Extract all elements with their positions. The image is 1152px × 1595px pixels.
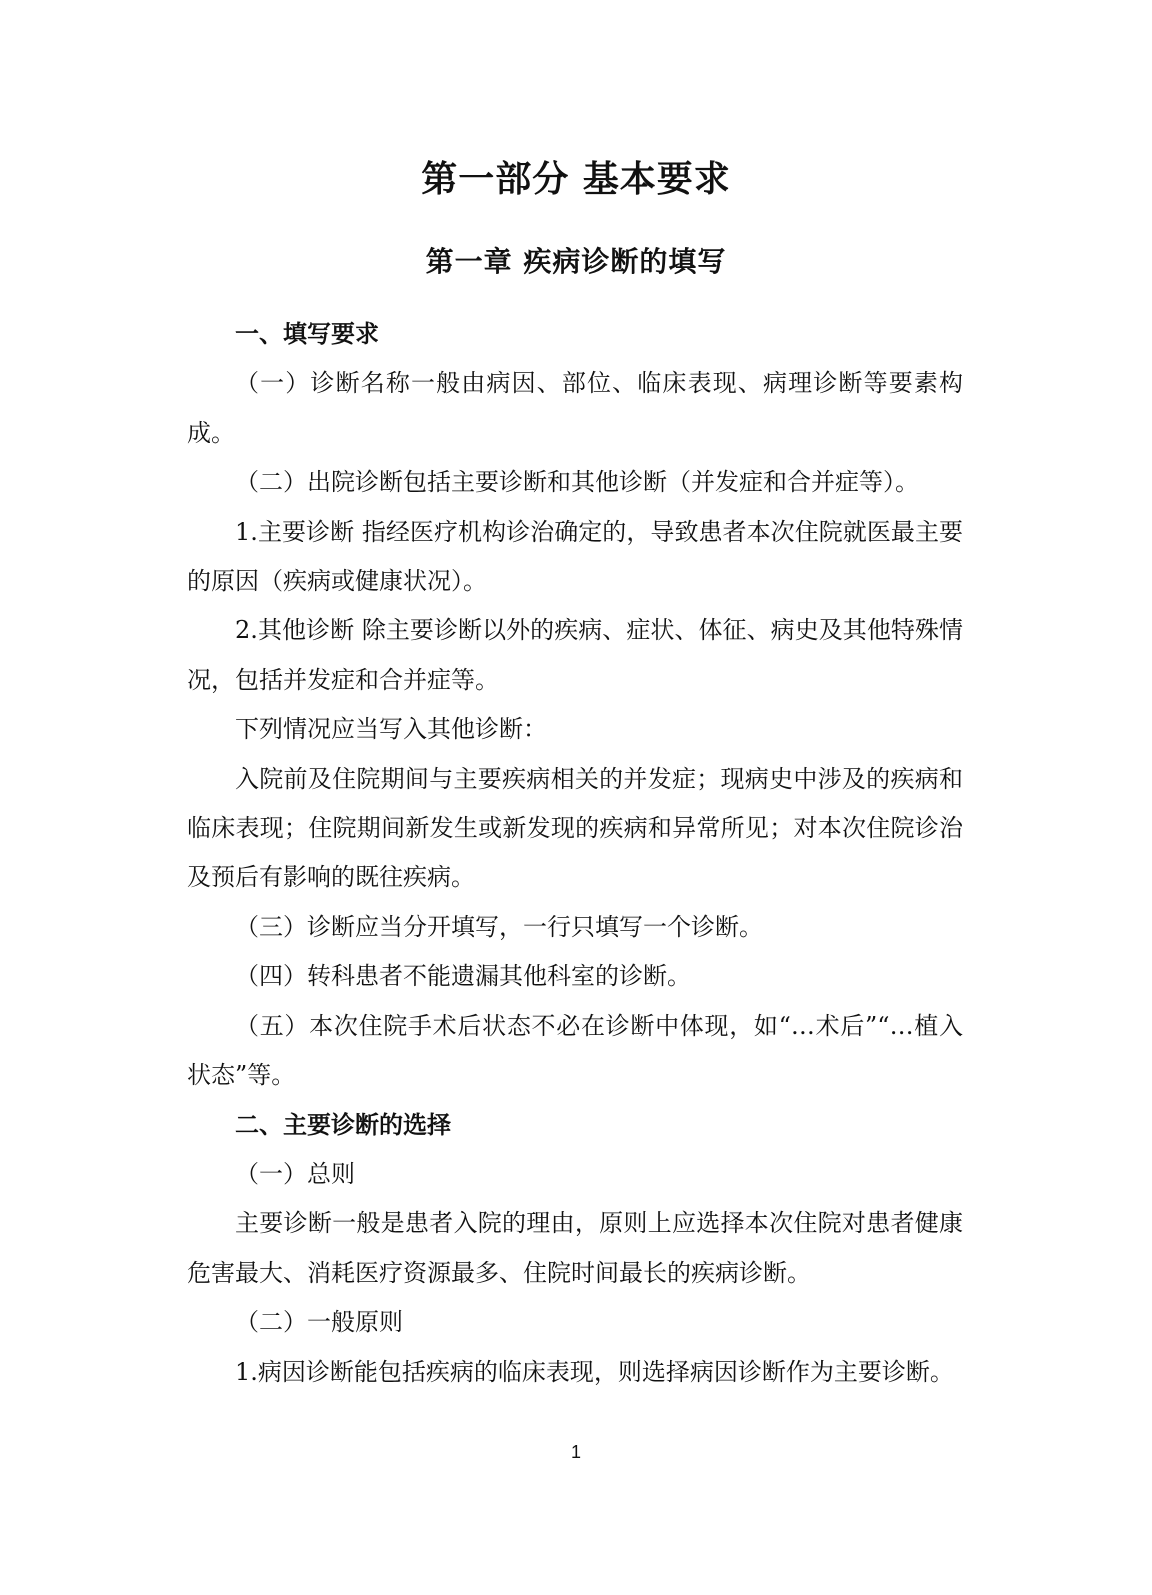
paragraph: （五）本次住院手术后状态不必在诊断中体现，如“…术后”“…植入状态”等。 — [187, 1011, 963, 1090]
section-heading: 一、填写要求 — [235, 320, 379, 348]
paragraph: 主要诊断一般是患者入院的理由，原则上应选择本次住院对患者健康危害最大、消耗医疗资源最多、住院时间最长的疾病诊断。 — [187, 1209, 963, 1287]
paragraph: （一）总则 — [235, 1159, 355, 1188]
paragraph: （四）转科患者不能遗漏其他科室的诊断。 — [235, 962, 691, 991]
paragraph: 2.其他诊断 除主要诊断以外的疾病、症状、体征、病史及其他特殊情况，包括并发症和合并症等。 — [187, 616, 963, 694]
paragraph: （二）一般原则 — [235, 1308, 403, 1337]
paragraph: （三）诊断应当分开填写，一行只填写一个诊断。 — [235, 912, 763, 941]
paragraph: 入院前及住院期间与主要疾病相关的并发症；现病史中涉及的疾病和临床表现；住院期间新发生或新发现的疾病和异常所见；对本次住院诊治及预后有影响的既往疾病。 — [187, 764, 963, 892]
paragraph: 1.病因诊断能包括疾病的临床表现，则选择病因诊断作为主要诊断。 — [235, 1357, 954, 1386]
paragraph: 下列情况应当写入其他诊断： — [235, 715, 547, 744]
paragraph: 1.主要诊断 指经医疗机构诊治确定的，导致患者本次住院就医最主要的原因（疾病或健康状况）。 — [187, 517, 963, 596]
section-heading: 二、主要诊断的选择 — [235, 1110, 451, 1139]
document-body — [187, 310, 963, 1397]
part-title: 第一部分 基本要求 — [421, 159, 731, 200]
paragraph: （二）出院诊断包括主要诊断和其他诊断（并发症和合并症等）。 — [235, 468, 919, 497]
page-number: 1 — [570, 1442, 581, 1462]
paragraph: （一）诊断名称一般由病因、部位、临床表现、病理诊断等要素构成。 — [187, 369, 963, 447]
chapter-title: 第一章 疾病诊断的填写 — [425, 245, 727, 278]
